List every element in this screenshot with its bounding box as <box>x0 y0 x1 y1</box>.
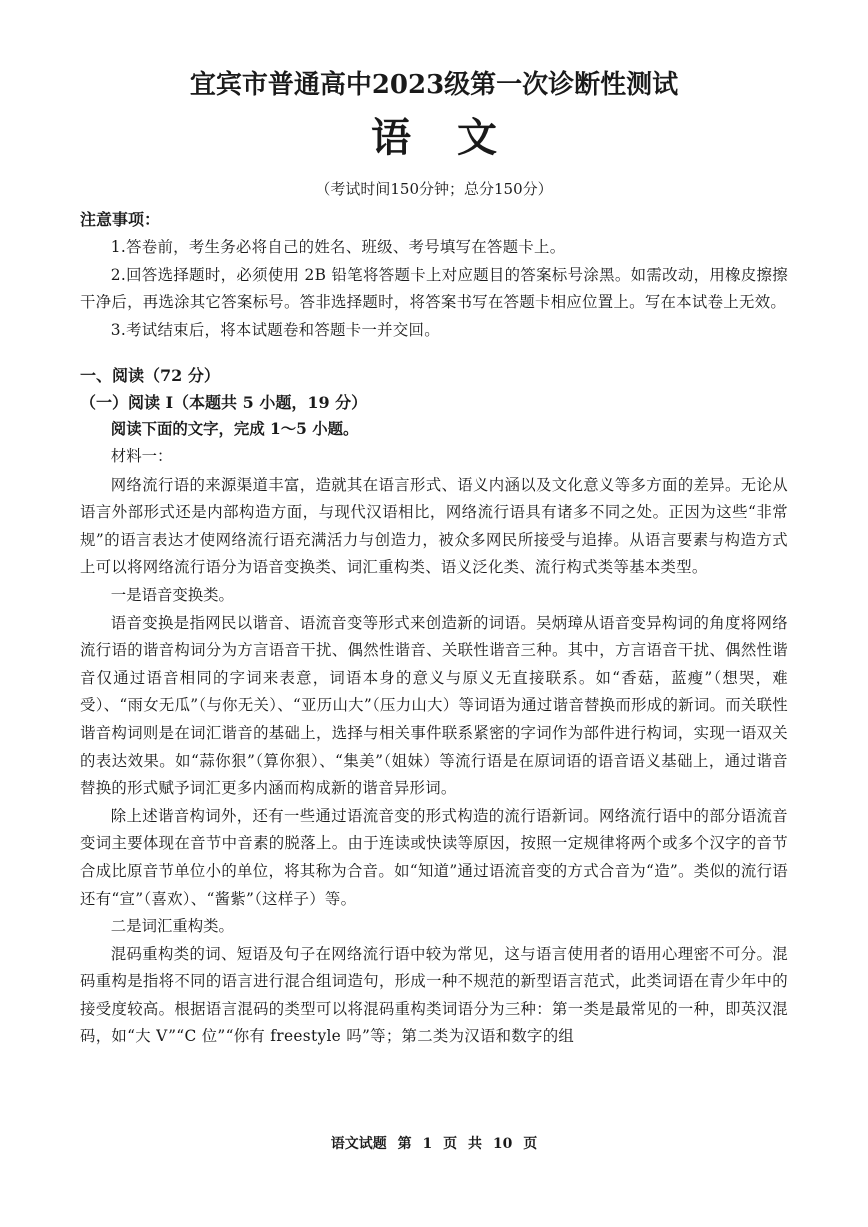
paragraph-sound-change: 除上述谐音构词外，还有一些通过语流音变的形式构造的流行语新词。网络流行语中的部分语流音变词主要体现在音节中音素的脱落上。由于连读或快读等原因，按照一定规律将两个或多个汉字的音节合成比原音节单位小的单位，将其称为合音。如“知道”通过语流音变的方式合音为“造”。类似的流行语还有“宣”（喜欢）、“酱紫”（这样子）等。 <box>80 806 788 908</box>
type-label-phonetic: 一是语音变换类。 <box>110 585 234 604</box>
paragraph-homophone: 语音变换是指网民以谐音、语流音变等形式来创造新的词语。吴炳璋从语音变异构词的角度将网络流行语的谐音构词分为方言语音干扰、偶然性谐音、关联性谐音三种。其中，方言语音干扰、偶然性谐音仅通过语音相同的字词来表意，词语本身的意义与原义无直接联系。如“香菇，蓝瘦”（想哭，难受）、“雨女无瓜”（与你无关）、“亚历山大”（压力山大）等词语为通过谐音替换而形成的新词。而关联性谐音构词则是在词汇谐音的基础上，选择与相关事件联系紧密的字词作为部件进行构词，实现一语双关的表达效果。如“蒜你狠”（算你狠）、“集美”（姐妹）等流行语是在原词语的语音语义基础上，通过谐音替换的形式赋予词汇更多内涵而构成新的谐音异形词。 <box>80 613 788 798</box>
notice-item-2: 2.回答选择题时，必须使用 2B 铅笔将答题卡上对应题目的答案标号涂黑。如需改动，用橡皮擦擦干净后，再选涂其它答案标号。答非选择题时，将答案书写在答题卡相应位置上。写在本试卷上无效。 <box>80 265 788 311</box>
subject-title: 语文 <box>371 114 543 161</box>
material-body <box>80 472 788 1051</box>
section-heading: 一、阅读（72 分） <box>80 366 220 385</box>
reading-subheading: （一）阅读 I（本题共 5 小题，19 分） <box>80 393 368 412</box>
notice-item-1: 1.答卷前，考生务必将自己的姓名、班级、考号填写在答题卡上。 <box>110 238 566 256</box>
notice-heading: 注意事项： <box>80 210 161 229</box>
exam-title: 宜宾市普通高中2023级第一次诊断性测试 <box>189 70 679 100</box>
reading-instruction: 阅读下面的文字，完成 1～5 小题。 <box>110 420 359 438</box>
paragraph-intro: 网络流行语的来源渠道丰富，造就其在语言形式、语义内涵以及文化意义等多方面的差异。无论从语言外部形式还是内部构造方面，与现代汉语相比，网络流行语具有诸多不同之处。正因为这些“非常规”的语言表达才使网络流行语充满活力与创造力，被众多网民所接受与追捧。从语言要素与构造方式上可以将网络流行语分为语音变换类、词汇重构类、语义泛化类、流行构式类等基本类型。 <box>80 475 788 577</box>
notice-item-3: 3.考试结束后，将本试题卷和答题卡一并交回。 <box>110 320 440 339</box>
paragraph-code-mixing: 混码重构类的词、短语及句子在网络流行语中较为常见，这与语言使用者的语用心理密不可分。混码重构是指将不同的语言进行混合组词造句，形成一种不规范的新型语言范式，此类词语在青少年中的接受度较高。根据语言混码的类型可以将混码重构类词语分为三种：第一类是最常见的一种，即英汉混码，如“大 V”“C 位”“你有 freestyle 吗”等；第二类为汉语和数字的组 <box>80 944 788 1046</box>
type-label-lexical: 二是词汇重构类。 <box>110 917 234 936</box>
notice-block <box>80 206 788 344</box>
page-footer: 语文试题 第 1 页 共 10 页 <box>330 1136 538 1152</box>
exam-time-score: （考试时间150分钟；总分150分） <box>315 180 553 198</box>
material-label: 材料一： <box>110 447 173 465</box>
